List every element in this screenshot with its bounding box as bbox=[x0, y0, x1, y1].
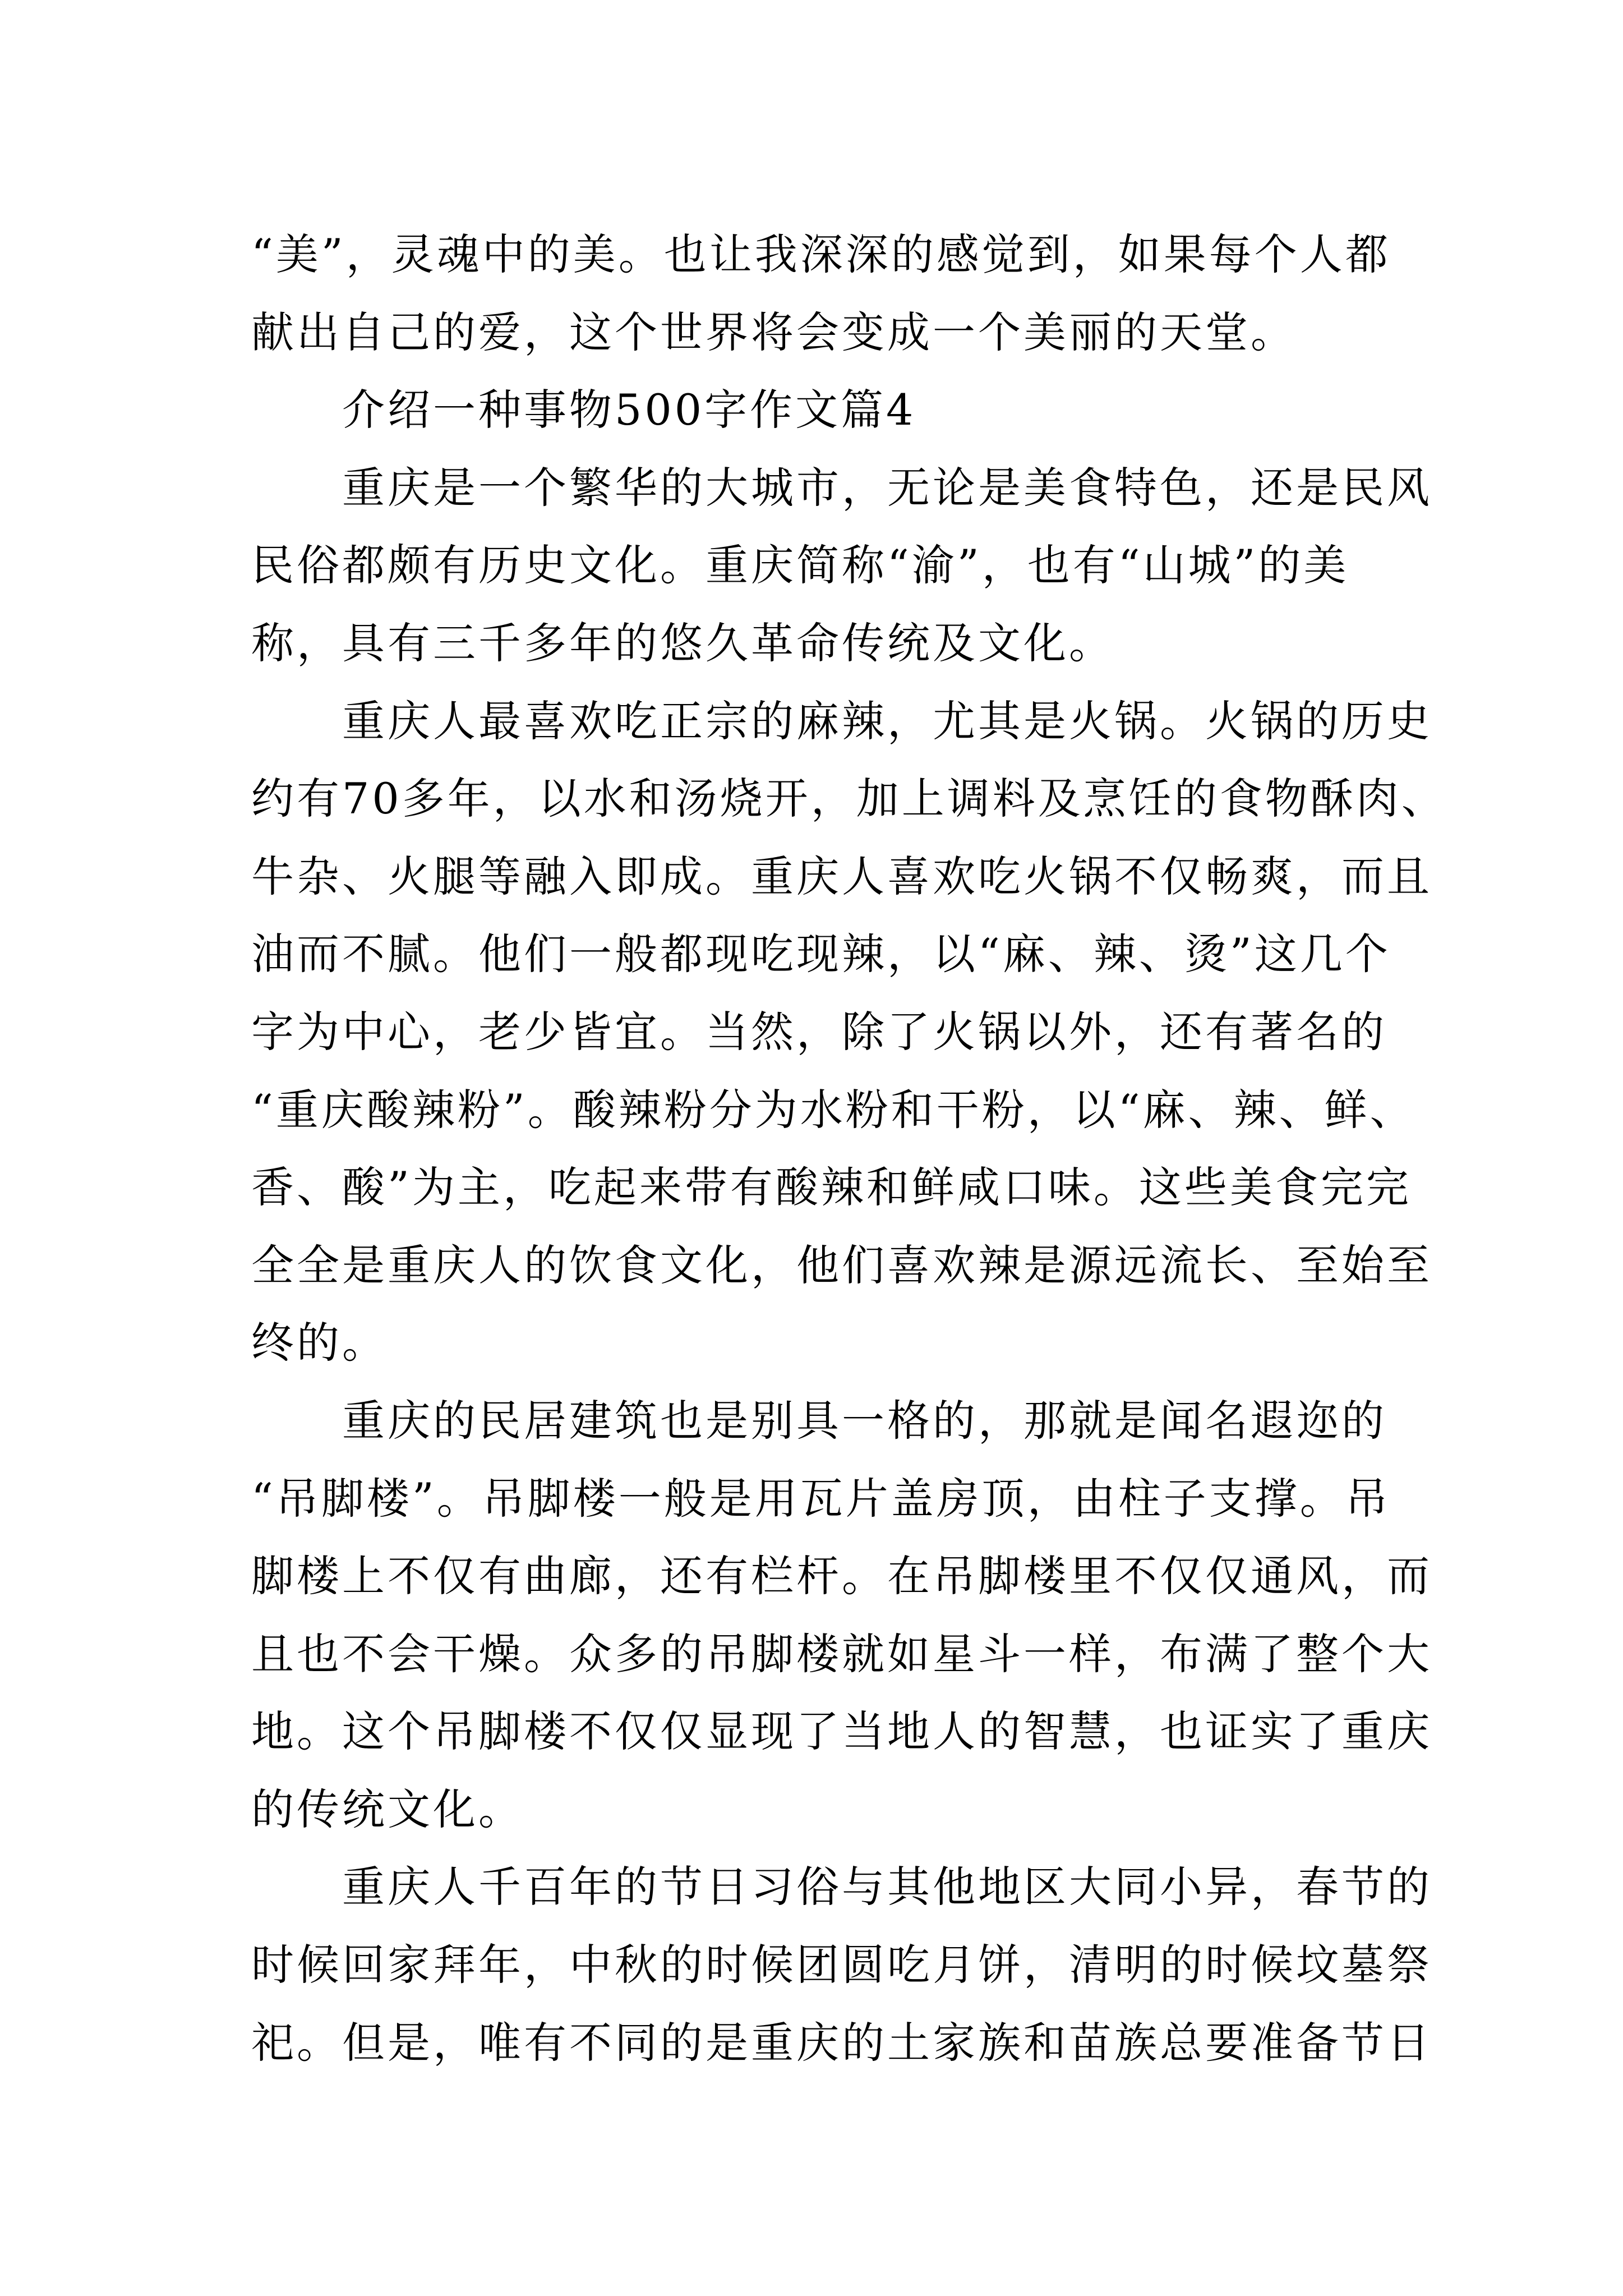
paragraph-start-line: 重庆人最喜欢吃正宗的麻辣，尤其是火锅。火锅的历史 bbox=[342, 696, 1432, 746]
text-line: 的传统文化。 bbox=[251, 1784, 524, 1834]
text-line: 脚楼上不仅有曲廊，还有栏杆。在吊脚楼里不仅仅通风，而 bbox=[251, 1551, 1432, 1602]
text-line: 民俗都颇有历史文化。重庆简称“渝”，也有“山城”的美 bbox=[251, 540, 1349, 591]
body-text bbox=[251, 216, 1447, 2082]
text-line: “吊脚楼”。吊脚楼一般是用瓦片盖房顶，由柱子支撑。吊 bbox=[251, 1473, 1391, 1524]
text-line: 终的。 bbox=[251, 1318, 388, 1368]
text-line: “美”，灵魂中的美。也让我深深的感觉到，如果每个人都 bbox=[251, 229, 1391, 279]
text-line: 油而不腻。他们一般都现吃现辣，以“麻、辣、烫”这几个 bbox=[251, 929, 1391, 979]
text-line: 字为中心，老少皆宜。当然，除了火锅以外，还有著名的 bbox=[251, 1006, 1387, 1057]
paragraph-start-line: 重庆是一个繁华的大城市，无论是美食特色，还是民风 bbox=[342, 462, 1432, 513]
section-heading: 介绍一种事物500字作文篇4 bbox=[342, 385, 916, 435]
text-line: 地。这个吊脚楼不仅仅显现了当地人的智慧，也证实了重庆 bbox=[251, 1706, 1432, 1757]
text-line: 献出自己的爱，这个世界将会变成一个美丽的天堂。 bbox=[251, 307, 1296, 357]
text-line: 且也不会干燥。众多的吊脚楼就如星斗一样，布满了整个大 bbox=[251, 1628, 1432, 1679]
text-line: 牛杂、火腿等融入即成。重庆人喜欢吃火锅不仅畅爽，而且 bbox=[251, 851, 1432, 901]
text-line: 称，具有三千多年的悠久革命传统及文化。 bbox=[251, 618, 1114, 668]
text-line: 全全是重庆人的饮食文化，他们喜欢辣是源远流长、至始至 bbox=[251, 1240, 1432, 1290]
text-line: 约有70多年，以水和汤烧开，加上调料及烹饪的食物酥肉、 bbox=[251, 774, 1447, 824]
text-line: 时候回家拜年，中秋的时候团圆吃月饼，清明的时候坟墓祭 bbox=[251, 1940, 1432, 1990]
text-line: 香、酸”为主，吃起来带有酸辣和鲜咸口味。这些美食完完 bbox=[251, 1162, 1412, 1213]
paragraph-start-line: 重庆的民居建筑也是别具一格的，那就是闻名遐迩的 bbox=[342, 1395, 1387, 1446]
text-line: “重庆酸辣粉”。酸辣粉分为水粉和干粉，以“麻、辣、鲜、 bbox=[251, 1084, 1415, 1135]
text-line: 祀。但是，唯有不同的是重庆的土家族和苗族总要准备节日 bbox=[251, 2017, 1432, 2068]
paragraph-start-line: 重庆人千百年的节日习俗与其他地区大同小异，春节的 bbox=[342, 1862, 1432, 1912]
